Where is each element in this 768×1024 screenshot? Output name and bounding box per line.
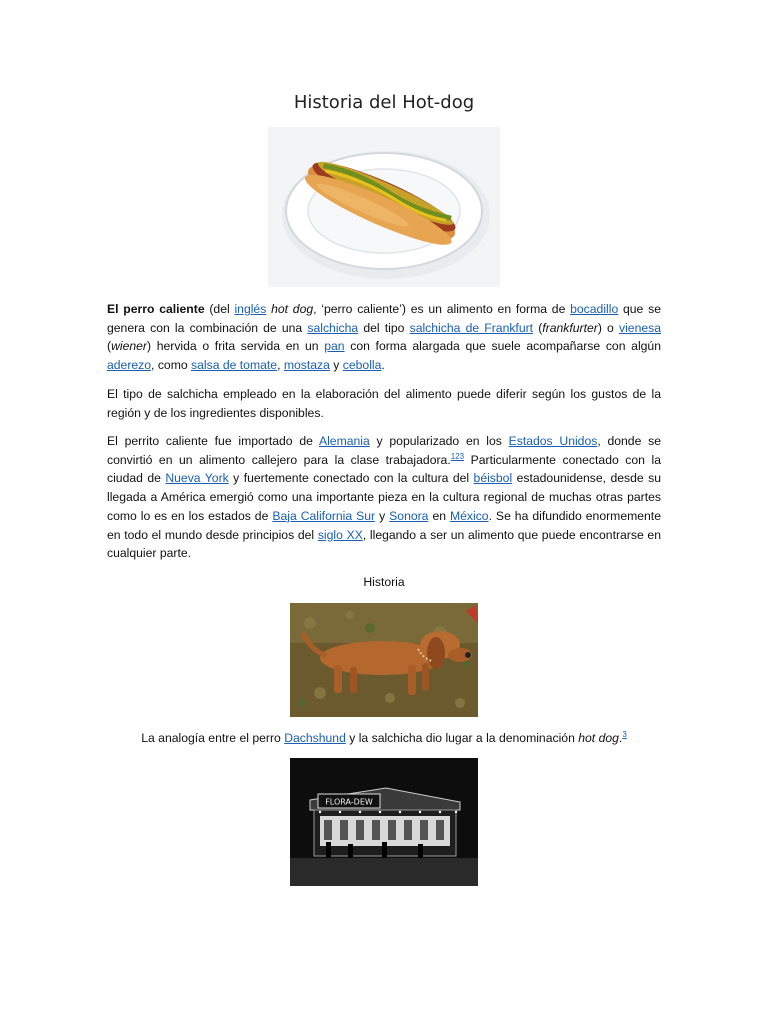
hotdog-stand-photo [290, 758, 478, 886]
link-estados-unidos[interactable]: Estados Unidos [508, 434, 598, 448]
link-baja-california-sur[interactable]: Baja California Sur [272, 508, 376, 523]
link-salchicha[interactable]: salchicha [307, 320, 359, 335]
link-cebolla[interactable]: cebolla [342, 358, 382, 373]
link-alemania[interactable]: Alemania [318, 434, 370, 448]
link-vienesa[interactable]: vienesa [619, 320, 662, 335]
link-pan[interactable]: pan [324, 339, 345, 354]
link-dachshund[interactable]: Dachshund [284, 731, 346, 745]
link-nueva-york[interactable]: Nueva York [165, 471, 229, 486]
paragraph-intro: El perro caliente (del inglés hot dog, ‘perro caliente’) es un alimento en forma de bocadillo que se genera con la combinación de una salchicha del tipo salchicha de Frankfurt (frankfurter) o vienesa (wiener) hervida o frita servida en un pan con forma alargada que suele acompañarse con algún aderezo, como salsa de tomate, mostaza y cebolla. [107, 302, 662, 373]
dachshund-photo [290, 603, 478, 717]
link-salchicha-frankfurt[interactable]: salchicha de Frankfurt [409, 320, 534, 335]
link-siglo-xx[interactable]: siglo XX [317, 527, 363, 542]
link-mexico[interactable]: México [449, 508, 489, 523]
footnote-ref-123[interactable]: 123 [450, 451, 465, 461]
image-caption: La analogía entre el perro Dachshund y la salchicha dio lugar a la denominación hot dog.$^3$ [141, 729, 627, 745]
page-title: Historia del Hot-dog [293, 92, 475, 113]
section-heading: Historia [363, 575, 405, 589]
link-aderezo[interactable]: aderezo [107, 358, 152, 373]
link-bocadillo[interactable]: bocadillo [570, 302, 619, 316]
hotdog-photo [268, 127, 500, 287]
paragraph-historia: El perrito caliente fue importado de Alemania y popularizado en los Estados Unidos, donde se convirtió en un alimento callejero para la clase trabajadora.$^{123}$ Particularmente conectado con la ciudad de Nueva York y fuertemente conectado con la cultura del béisbol estadounidense, desde su llegada a América emergió como una importante pieza en la cultura regional de muchas otras partes como lo es en los estados de Baja California Sur y Sonora en México. Se ha difundido enormemente en todo el mundo desde principios del siglo XX, llegando a ser un alimento que puede encontrarse en cualquier parte. [107, 434, 661, 561]
link-sonora[interactable]: Sonora [389, 508, 429, 523]
link-beisbol[interactable]: béisbol [473, 471, 513, 486]
link-salsa-tomate[interactable]: salsa de tomate [191, 358, 278, 373]
paragraph-salchicha-tipo: El tipo de salchicha empleado en la elaboración del alimento puede diferir según los gustos de la región y de los ingredientes disponibles. [107, 387, 661, 420]
link-mostaza[interactable]: mostaza [283, 358, 330, 373]
footnote-ref-3[interactable]: 3 [622, 729, 627, 739]
link-ingles[interactable]: inglés [234, 302, 267, 316]
stand-sign-text: FLORA-DEW [325, 797, 373, 807]
